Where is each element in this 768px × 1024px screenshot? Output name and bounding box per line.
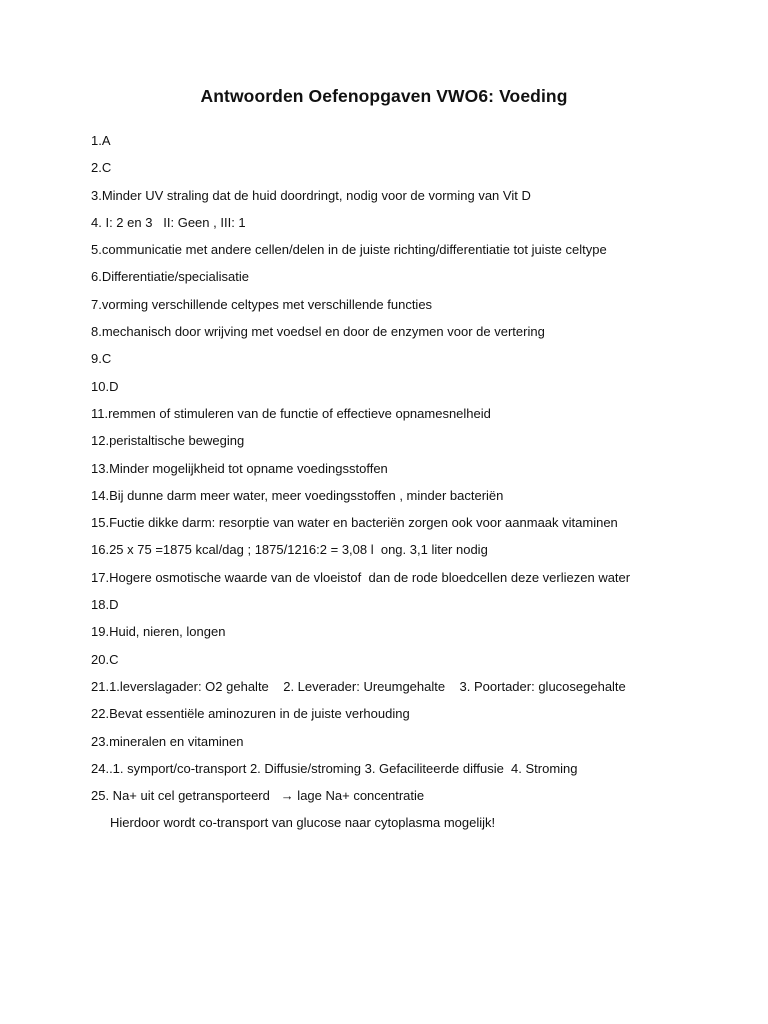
- answer-11: 11.remmen of stimuleren van de functie of effectieve opnamesnelheid: [91, 405, 491, 421]
- answer-7: 7.vorming verschillende celtypes met verschillende functies: [91, 296, 433, 312]
- answer-17: 17.Hogere osmotische waarde van de vloeistof dan de rode bloedcellen deze verliezen water: [91, 569, 631, 585]
- answer-16: 16.25 x 75 =1875 kcal/dag ; 1875/1216:2 = 3,08 l ong. 3,1 liter nodig: [91, 542, 488, 558]
- answer-13: 13.Minder mogelijkheid tot opname voedingsstoffen: [91, 460, 388, 476]
- answer-9: 9.C: [91, 351, 112, 367]
- answer-5: 5.communicatie met andere cellen/delen in de juiste richting/differentiatie tot juiste celtype: [91, 242, 607, 258]
- answer-8: 8.mechanisch door wrijving met voedsel en door de enzymen voor de vertering: [91, 324, 545, 340]
- document-title: Antwoorden Oefenopgaven VWO6: Voeding: [200, 86, 568, 106]
- answer-10: 10.D: [91, 378, 119, 394]
- answer-25: 25. Na+ uit cel getransporteerd → lage Na+ concentratie: [91, 788, 425, 804]
- answer-12: 12.peristaltische beweging: [91, 433, 245, 449]
- answer-list: [91, 131, 751, 841]
- answer-1: 1.A: [91, 133, 111, 148]
- answer-3: 3.Minder UV straling dat de huid doordringt, nodig voor de vorming van Vit D: [91, 187, 531, 203]
- answer-19: 19.Huid, nieren, longen: [91, 624, 226, 640]
- answer-25-continuation: Hierdoor wordt co-transport van glucose naar cytoplasma mogelijk!: [110, 815, 496, 831]
- answer-20: 20.C: [91, 651, 119, 667]
- answer-22: 22.Bevat essentiële aminozuren in de juiste verhouding: [91, 706, 410, 722]
- answer-14: 14.Bij dunne darm meer water, meer voedingsstoffen , minder bacteriën: [91, 487, 504, 503]
- answer-2: 2.C: [91, 160, 112, 176]
- answer-15: 15.Fuctie dikke darm: resorptie van water en bacteriën zorgen ook voor aanmaak vitaminen: [91, 515, 618, 531]
- answer-24: 24..1. symport/co-transport 2. Diffusie/stroming 3. Gefaciliteerde diffusie 4. Stroming: [91, 760, 578, 776]
- answer-21: 21.1.leverslagader: O2 gehalte 2. Leverader: Ureumgehalte 3. Poortader: glucosegehalte: [91, 678, 626, 694]
- answer-23: 23.mineralen en vitaminen: [91, 733, 244, 749]
- answer-4: 4. I: 2 en 3 II: Geen , III: 1: [91, 214, 246, 230]
- answer-6: 6.Differentiatie/specialisatie: [91, 269, 250, 285]
- answer-18: 18.D: [91, 597, 119, 613]
